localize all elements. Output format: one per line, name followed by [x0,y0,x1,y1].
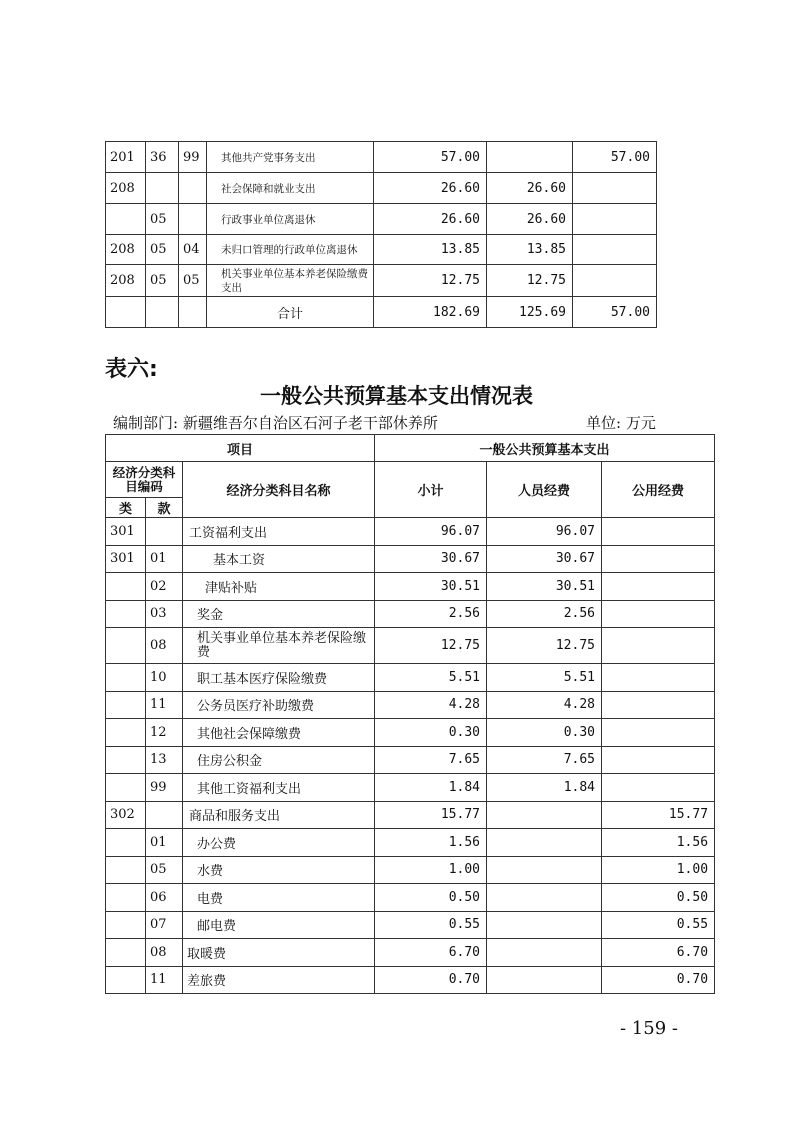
cell-subtotal: 1.00 [375,856,487,884]
cell-kuan: 36 [146,142,179,173]
table-row [106,801,715,829]
cell-personnel: 1.84 [487,774,602,802]
cell-public [602,774,715,802]
cell-lei: 301 [106,518,146,546]
cell-public [602,719,715,747]
cell-public: 0.50 [602,884,715,912]
cell-basic: 26.60 [487,204,573,235]
cell-lei: 302 [106,801,146,829]
cell-xiang [179,204,207,235]
cell-subtotal: 0.30 [375,719,487,747]
cell-name: 其他共产党事务支出 [207,142,374,173]
cell-public [602,600,715,628]
cell-public [602,628,715,664]
header-item: 项目 [106,435,375,462]
table-row [106,966,715,994]
cell-kuan [146,173,179,204]
cell-lei [106,600,146,628]
cell-lei: 201 [106,142,146,173]
cell-name: 取暖费 [183,939,375,967]
total-basic: 125.69 [487,297,573,328]
cell-name: 办公费 [183,829,375,857]
cell-personnel [487,939,602,967]
cell-lei: 301 [106,545,146,573]
cell-personnel [487,911,602,939]
table-row [106,545,715,573]
cell-project: 57.00 [573,142,657,173]
cell-basic: 13.85 [487,235,573,265]
cell-lei [106,774,146,802]
cell-personnel: 0.30 [487,719,602,747]
cell-personnel [487,884,602,912]
cell-name: 基本工资 [183,545,375,573]
table6-header-row-2 [106,462,715,498]
cell-name: 津贴补贴 [183,573,375,601]
table-row [106,829,715,857]
table-row [106,719,715,747]
cell-lei [106,746,146,774]
cell-subtotal: 12.75 [375,628,487,664]
table-row [106,235,657,265]
cell-basic: 12.75 [487,265,573,297]
cell-subtotal: 0.70 [375,966,487,994]
cell-lei [106,573,146,601]
cell-kuan: 08 [146,628,183,664]
cell-name: 商品和服务支出 [183,801,375,829]
cell-subtotal: 5.51 [375,664,487,692]
table-row [106,746,715,774]
total-row [106,297,657,328]
table-row [106,265,657,297]
header-kuan: 款 [146,498,183,518]
header-code-group: 经济分类科目编码 [106,462,183,498]
cell-kuan [146,801,183,829]
cell-kuan: 03 [146,600,183,628]
cell-kuan: 02 [146,573,183,601]
header-subtotal: 小计 [375,462,487,518]
cell-lei: 208 [106,265,146,297]
cell-lei [106,911,146,939]
cell-lei [106,829,146,857]
cell-basic: 26.60 [487,173,573,204]
header-expenditure: 一般公共预算基本支出 [375,435,715,462]
cell-kuan: 11 [146,966,183,994]
cell-public: 0.70 [602,966,715,994]
cell-public [602,573,715,601]
cell-subtotal: 0.55 [375,911,487,939]
total-label: 合计 [207,297,374,328]
cell-kuan: 11 [146,691,183,719]
dept-label: 编制部门: 新疆维吾尔自治区石河子老干部休养所 [113,414,438,432]
cell-subtotal: 4.28 [375,691,487,719]
cell-subtotal: 30.67 [375,545,487,573]
cell-personnel: 4.28 [487,691,602,719]
cell-kuan: 05 [146,235,179,265]
cell-kuan: 05 [146,204,179,235]
cell-name: 未归口管理的行政单位离退休 [207,235,374,265]
cell-personnel [487,856,602,884]
cell-empty [179,297,207,328]
cell-name: 住房公积金 [183,746,375,774]
cell-name: 机关事业单位基本养老保险缴费 [183,628,375,664]
table-row [106,911,715,939]
table-row [106,691,715,719]
table6 [105,434,715,994]
cell-name: 工资福利支出 [183,518,375,546]
cell-project [573,235,657,265]
cell-public [602,691,715,719]
cell-lei [106,719,146,747]
cell-public [602,664,715,692]
cell-project [573,204,657,235]
cell-subtotal: 2.56 [375,600,487,628]
cell-lei [106,204,146,235]
cell-name: 其他社会保障缴费 [183,719,375,747]
cell-public: 6.70 [602,939,715,967]
cell-subtotal: 1.84 [375,774,487,802]
cell-empty [106,297,146,328]
cell-subtotal: 30.51 [375,573,487,601]
header-personnel: 人员经费 [487,462,602,518]
header-public: 公用经费 [602,462,715,518]
cell-lei: 208 [106,235,146,265]
cell-name: 社会保障和就业支出 [207,173,374,204]
table-row [106,628,715,664]
cell-kuan: 06 [146,884,183,912]
unit-label: 单位: 万元 [586,414,656,432]
cell-personnel: 5.51 [487,664,602,692]
cell-kuan: 12 [146,719,183,747]
total-project: 57.00 [573,297,657,328]
cell-lei [106,628,146,664]
cell-total: 26.60 [374,173,487,204]
cell-xiang [179,173,207,204]
page-number: - 159 - [620,1018,678,1039]
cell-public [602,545,715,573]
cell-lei [106,939,146,967]
cell-personnel: 30.51 [487,573,602,601]
header-name: 经济分类科目名称 [183,462,375,518]
cell-subtotal: 0.50 [375,884,487,912]
cell-project [573,173,657,204]
cell-name: 水费 [183,856,375,884]
cell-name: 电费 [183,884,375,912]
cell-lei [106,884,146,912]
cell-subtotal: 96.07 [375,518,487,546]
cell-total: 12.75 [374,265,487,297]
cell-name: 奖金 [183,600,375,628]
cell-xiang: 05 [179,265,207,297]
cell-name: 其他工资福利支出 [183,774,375,802]
cell-public: 1.00 [602,856,715,884]
cell-total: 13.85 [374,235,487,265]
cell-public: 1.56 [602,829,715,857]
cell-subtotal: 6.70 [375,939,487,967]
cell-kuan: 13 [146,746,183,774]
cell-kuan: 10 [146,664,183,692]
cell-name: 差旅费 [183,966,375,994]
table-row [106,600,715,628]
table-row [106,939,715,967]
cell-kuan: 07 [146,911,183,939]
total-total: 182.69 [374,297,487,328]
cell-kuan: 05 [146,265,179,297]
table-row [106,856,715,884]
cell-empty [146,297,179,328]
header-lei: 类 [106,498,146,518]
cell-kuan: 08 [146,939,183,967]
cell-personnel [487,829,602,857]
cell-personnel: 30.67 [487,545,602,573]
cell-name: 机关事业单位基本养老保险缴费支出 [207,265,374,297]
cell-personnel: 12.75 [487,628,602,664]
cell-lei [106,691,146,719]
cell-project [573,265,657,297]
table5-tail [105,141,657,328]
table6-header-row-1 [106,435,715,462]
table-row [106,173,657,204]
cell-kuan: 01 [146,545,183,573]
cell-public [602,518,715,546]
table-row [106,884,715,912]
cell-name: 公务员医疗补助缴费 [183,691,375,719]
table-title: 一般公共预算基本支出情况表 [260,384,533,408]
cell-public: 0.55 [602,911,715,939]
cell-name: 邮电费 [183,911,375,939]
cell-personnel: 2.56 [487,600,602,628]
cell-lei [106,664,146,692]
cell-personnel [487,801,602,829]
cell-kuan [146,518,183,546]
cell-subtotal: 7.65 [375,746,487,774]
cell-total: 26.60 [374,204,487,235]
cell-lei [106,856,146,884]
cell-kuan: 05 [146,856,183,884]
cell-basic [487,142,573,173]
cell-lei: 208 [106,173,146,204]
cell-xiang: 99 [179,142,207,173]
cell-kuan: 01 [146,829,183,857]
table-row [106,142,657,173]
table-row [106,774,715,802]
cell-subtotal: 15.77 [375,801,487,829]
cell-name: 行政事业单位离退休 [207,204,374,235]
table-row [106,518,715,546]
cell-public: 15.77 [602,801,715,829]
section-label: 表六: [105,357,158,382]
cell-personnel: 7.65 [487,746,602,774]
cell-lei [106,966,146,994]
cell-personnel [487,966,602,994]
cell-public [602,746,715,774]
table-row [106,204,657,235]
cell-total: 57.00 [374,142,487,173]
table-row [106,664,715,692]
table-row [106,573,715,601]
cell-personnel: 96.07 [487,518,602,546]
cell-xiang: 04 [179,235,207,265]
cell-name: 职工基本医疗保险缴费 [183,664,375,692]
cell-kuan: 99 [146,774,183,802]
cell-subtotal: 1.56 [375,829,487,857]
